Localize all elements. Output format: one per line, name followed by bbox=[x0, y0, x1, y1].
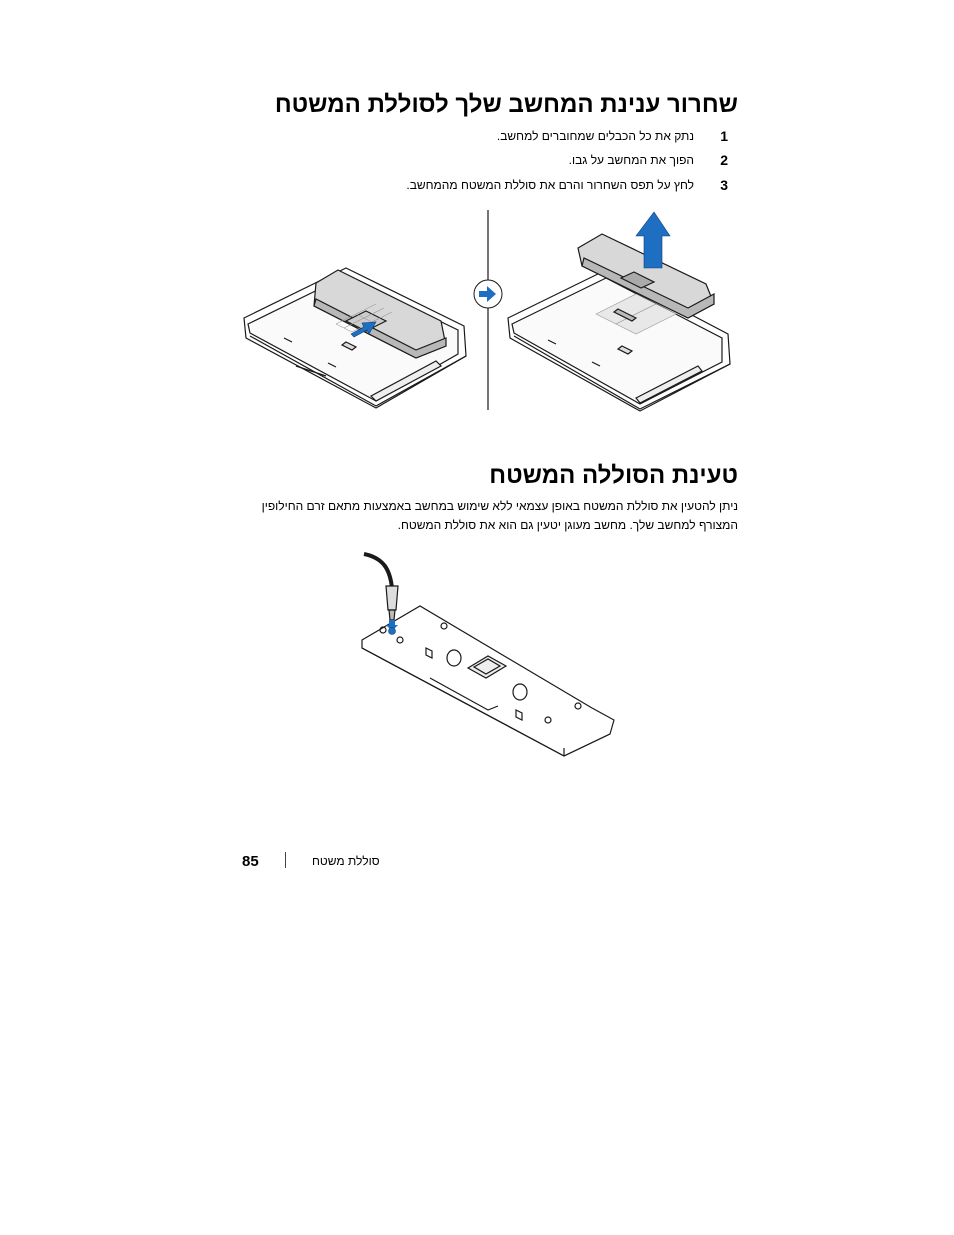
step-number: 3 bbox=[720, 177, 728, 193]
paragraph-line: המצורף למחשב שלך. מחשב מעוגן יטעין גם הוא את סוללת המשטח. bbox=[397, 518, 738, 532]
laptop-with-battery-illustration bbox=[244, 268, 466, 408]
battery-removal-illustration bbox=[236, 206, 736, 416]
battery-charging-illustration bbox=[358, 548, 620, 762]
charging-paragraph bbox=[238, 497, 738, 535]
footer-divider bbox=[285, 852, 286, 868]
step-number: 1 bbox=[720, 128, 728, 144]
laptop-battery-lifted-illustration bbox=[508, 234, 730, 411]
next-step-arrow-icon bbox=[474, 280, 502, 308]
footer-section-title: סוללת משטח bbox=[312, 854, 380, 868]
section-2-heading: טעינת הסוללה המשטח bbox=[489, 462, 738, 489]
paragraph-line: ניתן להטעין את סוללת המשטח באופן עצמאי ללא שימוש במחשב באמצעות מתאם זרם החילופין bbox=[261, 499, 738, 513]
page-number: 85 bbox=[242, 853, 259, 870]
step-text: נתק את כל הכבלים שמחוברים למחשב. bbox=[496, 129, 694, 143]
step-number: 2 bbox=[720, 152, 728, 168]
power-cable bbox=[364, 554, 392, 588]
section-1-heading: שחרור ענינת המחשב שלך לסוללת המשטח bbox=[274, 91, 738, 118]
step-text: לחץ על תפס השחרור והרם את סוללת המשטח מהמחשב. bbox=[406, 178, 694, 192]
step-text: הפוך את המחשב על גבו. bbox=[568, 153, 694, 167]
